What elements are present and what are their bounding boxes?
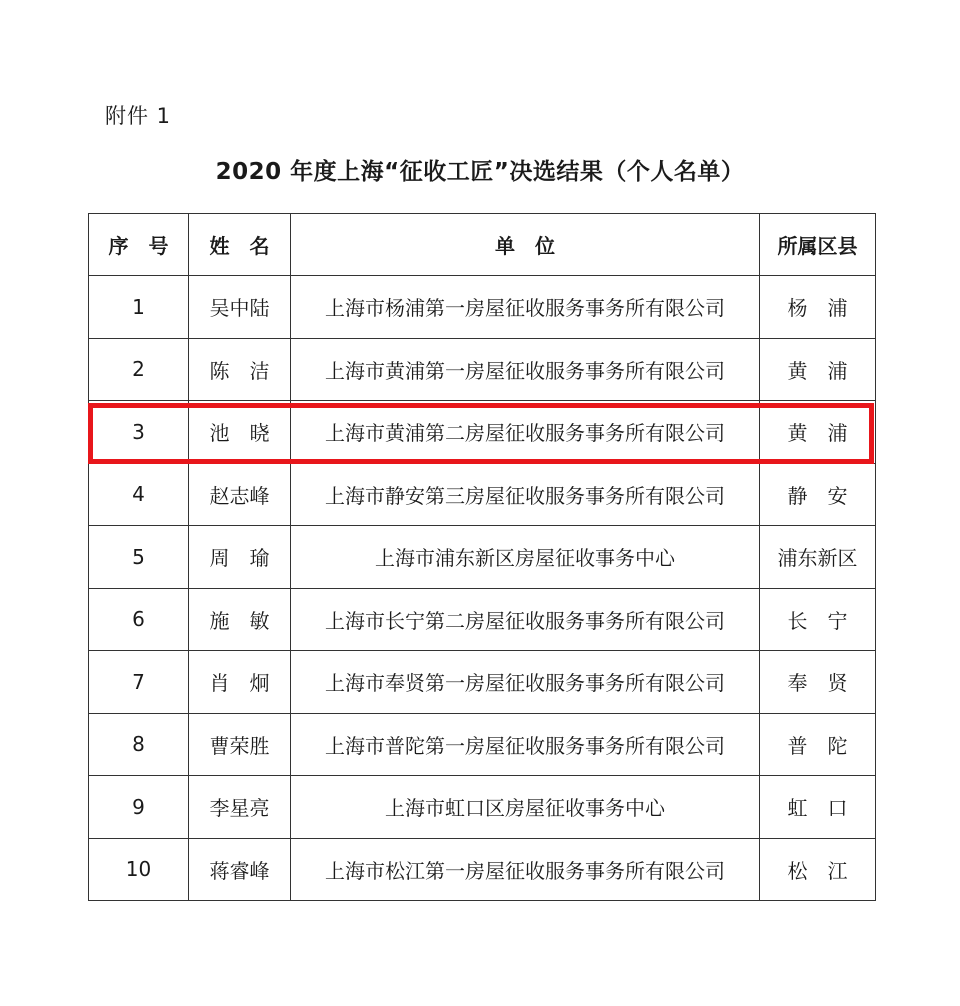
cell-unit: 上海市虹口区房屋征收事务中心 [291, 776, 760, 839]
cell-unit: 上海市奉贤第一房屋征收服务事务所有限公司 [291, 651, 760, 714]
cell-name: 施 敏 [189, 588, 291, 651]
cell-seq: 7 [89, 651, 189, 714]
table-row [89, 838, 876, 901]
cell-unit: 上海市黄浦第二房屋征收服务事务所有限公司 [291, 401, 760, 464]
cell-name: 曹荣胜 [189, 713, 291, 776]
cell-district: 浦东新区 [760, 526, 876, 589]
table-row [89, 338, 876, 401]
cell-unit: 上海市静安第三房屋征收服务事务所有限公司 [291, 463, 760, 526]
cell-seq: 9 [89, 776, 189, 839]
cell-unit: 上海市长宁第二房屋征收服务事务所有限公司 [291, 588, 760, 651]
table-row [89, 713, 876, 776]
cell-unit: 上海市黄浦第一房屋征收服务事务所有限公司 [291, 338, 760, 401]
cell-name: 赵志峰 [189, 463, 291, 526]
cell-district: 杨 浦 [760, 276, 876, 339]
cell-seq: 5 [89, 526, 189, 589]
cell-seq: 3 [89, 401, 189, 464]
cell-name: 池 晓 [189, 401, 291, 464]
cell-seq: 6 [89, 588, 189, 651]
cell-name: 蒋睿峰 [189, 838, 291, 901]
table-row [89, 463, 876, 526]
table-row [89, 588, 876, 651]
cell-unit: 上海市松江第一房屋征收服务事务所有限公司 [291, 838, 760, 901]
cell-seq: 10 [89, 838, 189, 901]
cell-district: 静 安 [760, 463, 876, 526]
cell-name: 肖 炯 [189, 651, 291, 714]
cell-unit: 上海市浦东新区房屋征收事务中心 [291, 526, 760, 589]
cell-unit: 上海市普陀第一房屋征收服务事务所有限公司 [291, 713, 760, 776]
table-header-row [89, 214, 876, 276]
cell-unit: 上海市杨浦第一房屋征收服务事务所有限公司 [291, 276, 760, 339]
header-name: 姓 名 [189, 214, 291, 276]
header-seq: 序 号 [89, 214, 189, 276]
cell-district: 普 陀 [760, 713, 876, 776]
cell-district: 长 宁 [760, 588, 876, 651]
cell-name: 陈 洁 [189, 338, 291, 401]
cell-seq: 2 [89, 338, 189, 401]
cell-district: 奉 贤 [760, 651, 876, 714]
cell-seq: 4 [89, 463, 189, 526]
cell-seq: 8 [89, 713, 189, 776]
table-row [89, 276, 876, 339]
header-unit: 单 位 [291, 214, 760, 276]
results-table [88, 213, 876, 901]
cell-name: 吴中陆 [189, 276, 291, 339]
cell-name: 周 瑜 [189, 526, 291, 589]
table-row [89, 776, 876, 839]
cell-district: 黄 浦 [760, 401, 876, 464]
table-row-highlighted [89, 401, 876, 464]
attachment-label: 附件 1 [105, 104, 172, 128]
document-title: 2020 年度上海“征收工匠”决选结果（个人名单） [215, 159, 745, 185]
cell-district: 黄 浦 [760, 338, 876, 401]
cell-seq: 1 [89, 276, 189, 339]
cell-name: 李星亮 [189, 776, 291, 839]
header-district: 所属区县 [760, 214, 876, 276]
table-row [89, 651, 876, 714]
table-row [89, 526, 876, 589]
cell-district: 松 江 [760, 838, 876, 901]
cell-district: 虹 口 [760, 776, 876, 839]
